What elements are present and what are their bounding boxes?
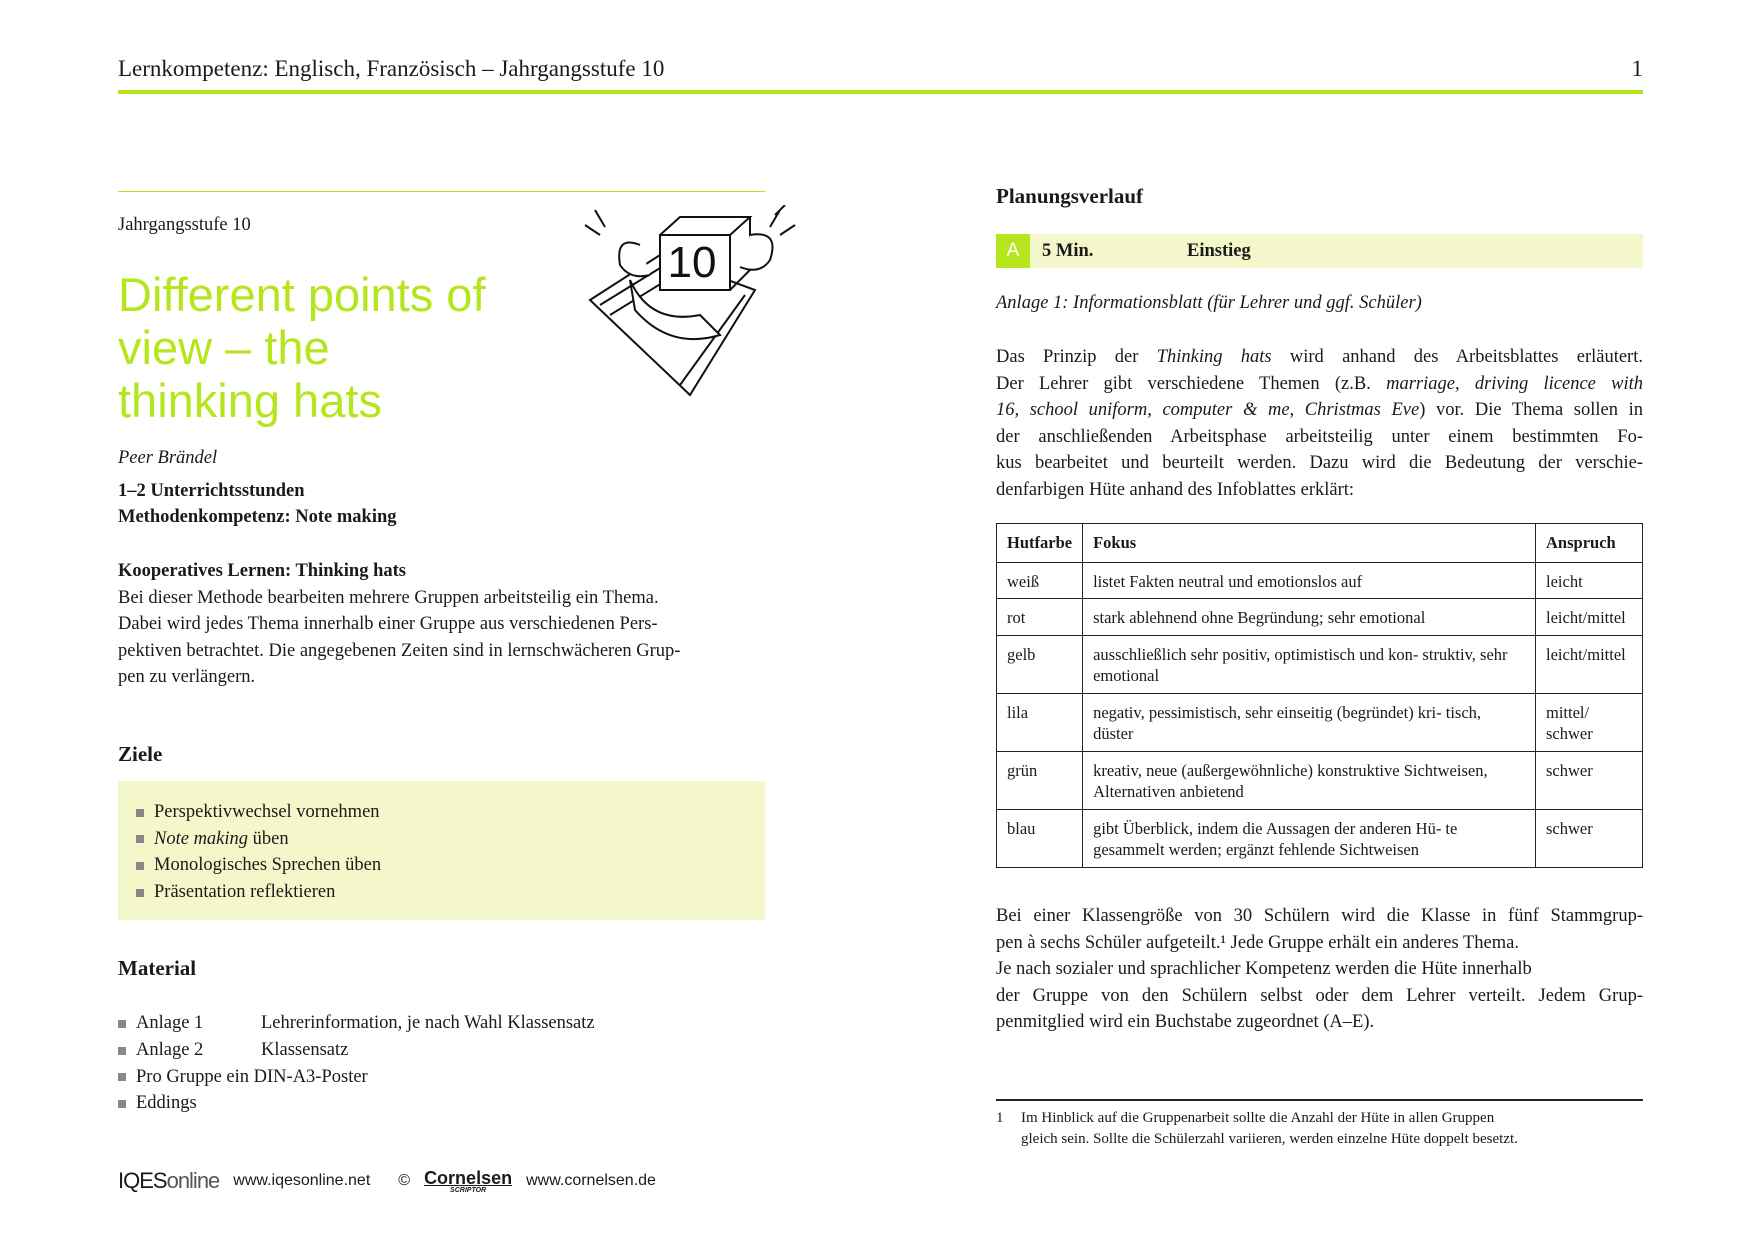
phase-label: Einstieg: [1187, 241, 1251, 261]
bullet-square-icon: [118, 1100, 126, 1108]
planning-heading: Planungsverlauf: [996, 184, 1144, 208]
text-run: Thinking hats: [1156, 347, 1272, 367]
header-rule: [118, 90, 1643, 94]
table-cell: gibt Überblick, indem die Aussagen der anderen Hü- te gesammelt werden; ergänzt fehlende Sichtweisen: [1083, 809, 1536, 867]
table-cell: weiß: [997, 562, 1083, 599]
table-row: [997, 599, 1643, 636]
text-run: marriage, driving licence with: [1386, 373, 1644, 394]
material-heading: Material: [118, 956, 197, 980]
goal-item: [136, 799, 765, 826]
table-cell: ausschließlich sehr positiv, optimistisch und kon- struktiv, sehr emotional: [1083, 635, 1536, 693]
cornelsen-logo: Cornelsen SCRIPTOR: [424, 1167, 513, 1194]
goal-emphasis: Note making: [154, 828, 249, 849]
material-desc: Lehrerinformation, je nach Wahl Klassensatz: [261, 1013, 595, 1033]
ziele-heading: Ziele: [118, 742, 163, 766]
iqes-logo: IQESonline: [118, 1168, 220, 1193]
text-line: [996, 397, 1643, 424]
footnote-number: 1: [996, 1110, 1004, 1126]
text-run: denfarbigen Hüte anhand des Infoblattes erklärt:: [996, 479, 1355, 500]
goal-item: [136, 852, 765, 879]
text-run: Der Lehrer gibt verschiedene Themen (z.B.: [996, 373, 1387, 394]
ears-cube-illustration: [580, 205, 805, 400]
material-item: [118, 1010, 595, 1037]
phase-time: 5 Min.: [1042, 241, 1094, 261]
table-cell: stark ablehnend ohne Begründung; sehr emotional: [1083, 599, 1536, 636]
text-run: Das Prinzip der: [996, 347, 1157, 367]
table-cell: leicht: [1536, 562, 1643, 599]
groups-paragraph: [996, 903, 1643, 1036]
material-item: [118, 1037, 595, 1064]
text-line: penmitglied wird ein Buchstabe zugeordnet (A–E).: [996, 1012, 1375, 1033]
text-line: [996, 344, 1643, 371]
text-line: Je nach sozialer und sprachlicher Kompetenz werden die Hüte innerhalb: [996, 959, 1532, 980]
goal-text: Monologisches Sprechen üben: [154, 855, 382, 876]
iqes-url[interactable]: www.iqesonline.net: [233, 1172, 371, 1189]
text-line: [996, 477, 1643, 504]
grade-label: Jahrgangsstufe 10: [118, 215, 251, 235]
phase-badge: A: [996, 234, 1030, 268]
bullet-square-icon: [136, 862, 144, 870]
table-row: [997, 635, 1643, 693]
table-cell: blau: [997, 809, 1083, 867]
table-row: [997, 562, 1643, 599]
koop-heading: Kooperatives Lernen: Thinking hats: [118, 561, 406, 581]
text-line: Bei dieser Methode bearbeiten mehrere Gruppen arbeitsteilig ein Thema.: [118, 587, 659, 608]
footer: [118, 1168, 656, 1194]
text-run: ) vor. Die Thema sollen in: [1419, 400, 1643, 421]
text-run: 16, school uniform, computer & me, Christmas Eve: [996, 400, 1420, 421]
goal-item: [136, 879, 765, 906]
section-rule: [118, 191, 765, 192]
cornelsen-url[interactable]: www.cornelsen.de: [526, 1172, 656, 1189]
material-item: [118, 1064, 595, 1091]
goal-text: üben: [248, 828, 289, 849]
title-line: thinking hats: [118, 374, 382, 427]
table-cell: grün: [997, 751, 1083, 809]
material-name: Anlage 2: [136, 1039, 204, 1060]
table-cell: gelb: [997, 635, 1083, 693]
footnote: [996, 1108, 1518, 1150]
goal-text: Präsentation reflektieren: [154, 881, 336, 902]
table-cell: listet Fakten neutral und emotionslos auf: [1083, 562, 1536, 599]
title-line: view – the: [118, 321, 330, 374]
text-run: kus bearbeitet und beurteilt werden. Dazu wird die Bedeutung der verschie-: [996, 453, 1643, 474]
text-line: Bei einer Klassengröße von 30 Schülern wird die Klasse in fünf Stammgrup-: [996, 906, 1643, 926]
material-desc: Klassensatz: [261, 1039, 349, 1060]
material-name: Eddings: [136, 1093, 197, 1114]
table-cell: schwer: [1536, 751, 1643, 809]
ziele-box: [118, 781, 765, 920]
table-cell: mittel/ schwer: [1536, 693, 1643, 751]
text-line: der Gruppe von den Schülern selbst oder dem Lehrer verteilt. Jedem Grup-: [996, 985, 1643, 1006]
bullet-square-icon: [136, 809, 144, 817]
material-name: Pro Gruppe ein DIN-A3-Poster: [136, 1066, 368, 1087]
table-cell: rot: [997, 599, 1083, 636]
text-run: der anschließenden Arbeitsphase arbeitsteilig unter einem bestimmten Fo-: [996, 426, 1643, 447]
bullet-square-icon: [118, 1073, 126, 1081]
text-line: pen zu verlängern.: [118, 667, 256, 688]
bullet-square-icon: [118, 1047, 126, 1055]
table-header-row: [997, 524, 1643, 563]
material-item: [118, 1090, 595, 1117]
bullet-square-icon: [118, 1020, 126, 1028]
intro-paragraph: [996, 344, 1643, 504]
bullet-square-icon: [136, 835, 144, 843]
method: Methodenkompetenz: Note making: [118, 507, 397, 527]
duration: 1–2 Unterrichtsstunden: [118, 481, 305, 501]
goal-item: [136, 826, 765, 853]
text-line: [996, 450, 1643, 477]
hats-table: [996, 523, 1643, 868]
text-line: pektiven betrachtet. Die angegebenen Zeiten sind in lernschwächeren Grup-: [118, 640, 681, 661]
running-header: Lernkompetenz: Englisch, Französisch – Jahrgangsstufe 10: [118, 56, 665, 81]
footnote-rule: [996, 1099, 1643, 1101]
table-cell: negativ, pessimistisch, sehr einseitig (begründet) kri- tisch, düster: [1083, 693, 1536, 751]
goal-text: Perspektivwechsel vornehmen: [154, 802, 380, 822]
koop-section: [118, 558, 768, 691]
text-line: pen à sechs Schüler aufgeteilt.¹ Jede Gruppe erhält ein anderes Thema.: [996, 932, 1519, 953]
table-cell: leicht/mittel: [1536, 635, 1643, 693]
column-header: Hutfarbe: [997, 524, 1083, 563]
material-name: Anlage 1: [136, 1013, 204, 1033]
title-line: Different points of: [118, 268, 486, 321]
page-number: 1: [1631, 56, 1643, 81]
table-row: [997, 809, 1643, 867]
illustration-number: 10: [667, 238, 717, 287]
text-run: wird anhand des Arbeitsblattes erläutert.: [1271, 347, 1643, 367]
footnote-line: Im Hinblick auf die Gruppenarbeit sollte die Anzahl der Hüte in allen Gruppen: [1021, 1110, 1495, 1126]
author: Peer Brändel: [118, 448, 218, 468]
text-line: Dabei wird jedes Thema innerhalb einer Gruppe aus verschiedenen Pers-: [118, 614, 658, 635]
bullet-square-icon: [136, 889, 144, 897]
text-line: [996, 371, 1643, 398]
column-header: Anspruch: [1536, 524, 1643, 563]
footnote-line: gleich sein. Sollte die Schülerzahl variieren, werden einzelne Hüte doppelt besetzt.: [1021, 1131, 1518, 1147]
table-row: [997, 693, 1643, 751]
table-cell: schwer: [1536, 809, 1643, 867]
text-line: [996, 424, 1643, 451]
table-cell: leicht/mittel: [1536, 599, 1643, 636]
material-list: [118, 1010, 595, 1117]
table-row: [997, 751, 1643, 809]
table-cell: lila: [997, 693, 1083, 751]
anlage-caption: Anlage 1: Informationsblatt (für Lehrer und ggf. Schüler): [996, 293, 1422, 313]
page-title: [118, 268, 486, 427]
column-header: Fokus: [1083, 524, 1536, 563]
copyright-symbol: ©: [398, 1172, 411, 1189]
table-cell: kreativ, neue (außergewöhnliche) konstruktive Sichtweisen, Alternativen anbietend: [1083, 751, 1536, 809]
phase-bar: [996, 234, 1643, 268]
